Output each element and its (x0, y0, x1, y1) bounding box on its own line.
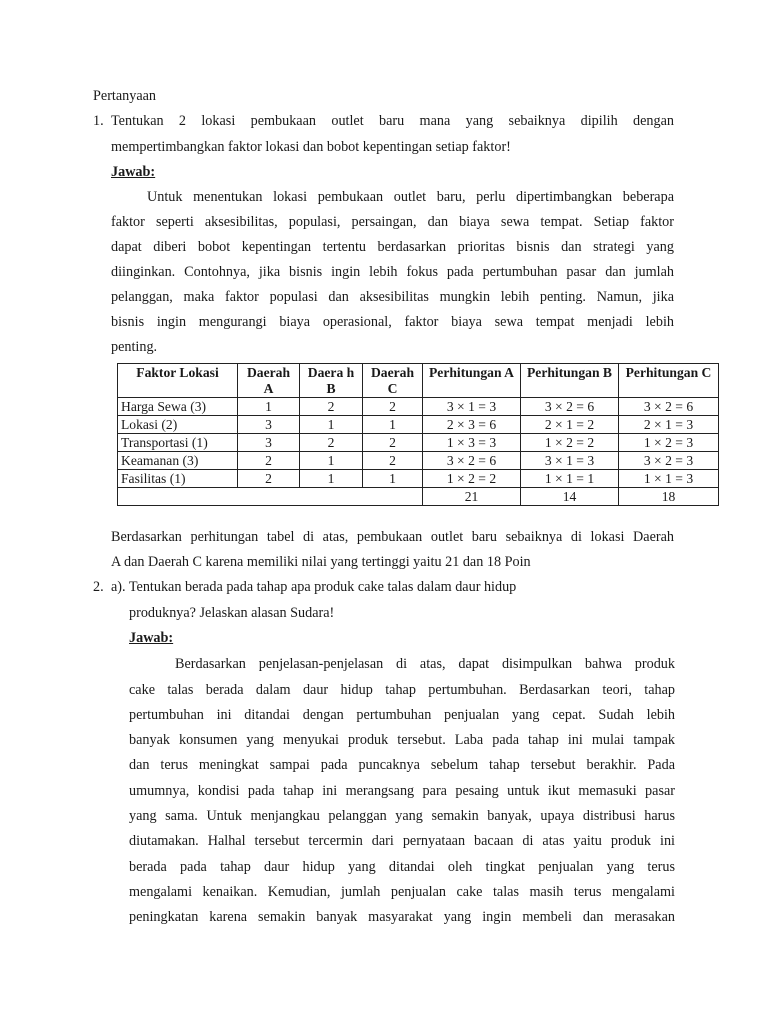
answer-2-para-line: pertumbuhan ini ditandai dengan pertumbuhan penjualan yang cepat. Sudah lebih (129, 707, 675, 723)
table-cell: 2 (300, 434, 363, 452)
answer-2-para-line: peningkatan karena semakin banyak masyarakat yang ingin membeli dan merasakan (129, 909, 675, 925)
table-cell: 3 × 2 = 6 (423, 452, 521, 470)
table-cell: 1 (363, 470, 423, 488)
answer-1-conclusion-line: A dan Daerah C karena memiliki nilai yang tertinggi yaitu 21 dan 18 Poin (111, 554, 531, 570)
table-cell: 3 (238, 434, 300, 452)
question-2-line-1: a). Tentukan berada pada tahap apa produk cake talas dalam daur hidup (111, 579, 517, 595)
answer-2-para-line: mengalami kenaikan. Kemudian, jumlah penjualan cake talas masih terus mengalami (129, 884, 675, 900)
table-cell: 1 × 2 = 3 (619, 434, 719, 452)
table-cell: Transportasi (1) (118, 434, 238, 452)
table-cell: Lokasi (2) (118, 416, 238, 434)
table-cell: 3 × 2 = 6 (521, 398, 619, 416)
answer-2-para-line: cake talas berada dalam daur hidup tahap pertumbuhan. Berdasarkan teori, tahap (129, 682, 675, 698)
answer-1-label: Jawab: (111, 164, 156, 180)
answer-1-para-line: faktor seperti aksesibilitas, populasi, persaingan, dan biaya sewa tempat. Setiap faktor (111, 214, 674, 230)
table-cell: 1 × 2 = 2 (521, 434, 619, 452)
table-cell: 1 (300, 452, 363, 470)
question-1-line-1: Tentukan 2 lokasi pembukaan outlet baru mana yang sebaiknya dipilih dengan (111, 113, 674, 129)
answer-2-para-line: berada pada tahap daur hidup yang ditandai oleh tingkat penjualan yang terus (129, 859, 675, 875)
answer-1-para-line: bisnis ingin mengurangi biaya operasional, faktor biaya sewa tempat menjadi lebih (111, 314, 674, 330)
question-2-number: 2. (93, 579, 104, 595)
table-cell: 2 × 3 = 6 (423, 416, 521, 434)
answer-1-para-line: diinginkan. Contohnya, jika bisnis ingin lebih fokus pada pertumbuhan pasar dan jumlah (111, 264, 674, 280)
table-header-cell: Daera h B (300, 364, 363, 398)
table-cell: 1 × 3 = 3 (423, 434, 521, 452)
table-total-cell: 21 (423, 488, 521, 506)
table-total-cell: 14 (521, 488, 619, 506)
answer-1-para-line: dapat diberi bobot kepentingan tertentu berdasarkan prioritas bisnis dan strategi yang (111, 239, 674, 255)
answer-2-para-line: banyak konsumen yang menyukai produk tersebut. Laba pada tahap ini mulai tampak (129, 732, 675, 748)
table-total-row (118, 488, 719, 506)
table-cell: 3 (238, 416, 300, 434)
table-cell: Harga Sewa (3) (118, 398, 238, 416)
table-cell: Fasilitas (1) (118, 470, 238, 488)
table-header-cell: Perhitungan A (423, 364, 521, 398)
table-cell: 3 × 1 = 3 (423, 398, 521, 416)
question-1-number: 1. (93, 113, 104, 129)
table-header-cell: Perhitungan C (619, 364, 719, 398)
location-factor-table (117, 363, 719, 506)
answer-2-para-line: dan terus meningkat sampai pada puncaknya sebelum tahap tersebut berakhir. Pada (129, 757, 675, 773)
table-total-blank-cell (118, 488, 423, 506)
table-cell: 1 (363, 416, 423, 434)
table-header-cell: Faktor Lokasi (118, 364, 238, 398)
table-header-row (118, 364, 719, 398)
answer-2-para-line: yang sama. Untuk menjangkau pelanggan yang semakin banyak, upaya distribusi harus (129, 808, 675, 824)
table-cell: 1 × 1 = 1 (521, 470, 619, 488)
table-row (118, 452, 719, 470)
table-cell: 1 × 1 = 3 (619, 470, 719, 488)
table-row (118, 434, 719, 452)
table-row (118, 470, 719, 488)
answer-1-conclusion-line: Berdasarkan perhitungan tabel di atas, pembukaan outlet baru sebaiknya di lokasi Daerah (111, 529, 674, 545)
table-cell: 3 × 2 = 3 (619, 452, 719, 470)
table-row (118, 398, 719, 416)
table-cell: 2 × 1 = 2 (521, 416, 619, 434)
page-heading: Pertanyaan (93, 88, 157, 104)
table-header-cell: Daerah A (238, 364, 300, 398)
answer-2-para-line: diutamakan. Halhal tersebut tercermin dari pernyataan bacaan di atas yaitu produk ini (129, 833, 675, 849)
table-cell: 2 (363, 398, 423, 416)
table-cell: 1 × 2 = 2 (423, 470, 521, 488)
table-row (118, 416, 719, 434)
table-cell: 2 (238, 452, 300, 470)
table-cell: Keamanan (3) (118, 452, 238, 470)
table-total-cell: 18 (619, 488, 719, 506)
table-cell: 1 (300, 470, 363, 488)
table-cell: 2 × 1 = 3 (619, 416, 719, 434)
table-cell: 1 (300, 416, 363, 434)
table-cell: 1 (238, 398, 300, 416)
question-2-line-2: produknya? Jelaskan alasan Sudara! (129, 605, 335, 621)
answer-1-para-line: penting. (111, 339, 158, 355)
answer-2-para-line: Berdasarkan penjelasan-penjelasan di atas, dapat disimpulkan bahwa produk (175, 656, 675, 672)
table-header-cell: Perhitungan B (521, 364, 619, 398)
answer-2-para-line: umumnya, kondisi pada tahap ini merangsang para pesaing untuk ikut memasuki pasar (129, 783, 675, 799)
table-cell: 2 (238, 470, 300, 488)
table-header-cell: Daerah C (363, 364, 423, 398)
question-1-line-2: mempertimbangkan faktor lokasi dan bobot kepentingan setiap faktor! (111, 139, 511, 155)
answer-1-para-line: Untuk menentukan lokasi pembukaan outlet baru, perlu dipertimbangkan beberapa (147, 189, 674, 205)
table-cell: 2 (300, 398, 363, 416)
answer-1-para-line: pelanggan, maka faktor populasi dan aksesibilitas mungkin lebih penting. Namun, jika (111, 289, 674, 305)
table-cell: 2 (363, 452, 423, 470)
table-cell: 3 × 2 = 6 (619, 398, 719, 416)
answer-2-label: Jawab: (129, 630, 174, 646)
table-cell: 3 × 1 = 3 (521, 452, 619, 470)
table-cell: 2 (363, 434, 423, 452)
